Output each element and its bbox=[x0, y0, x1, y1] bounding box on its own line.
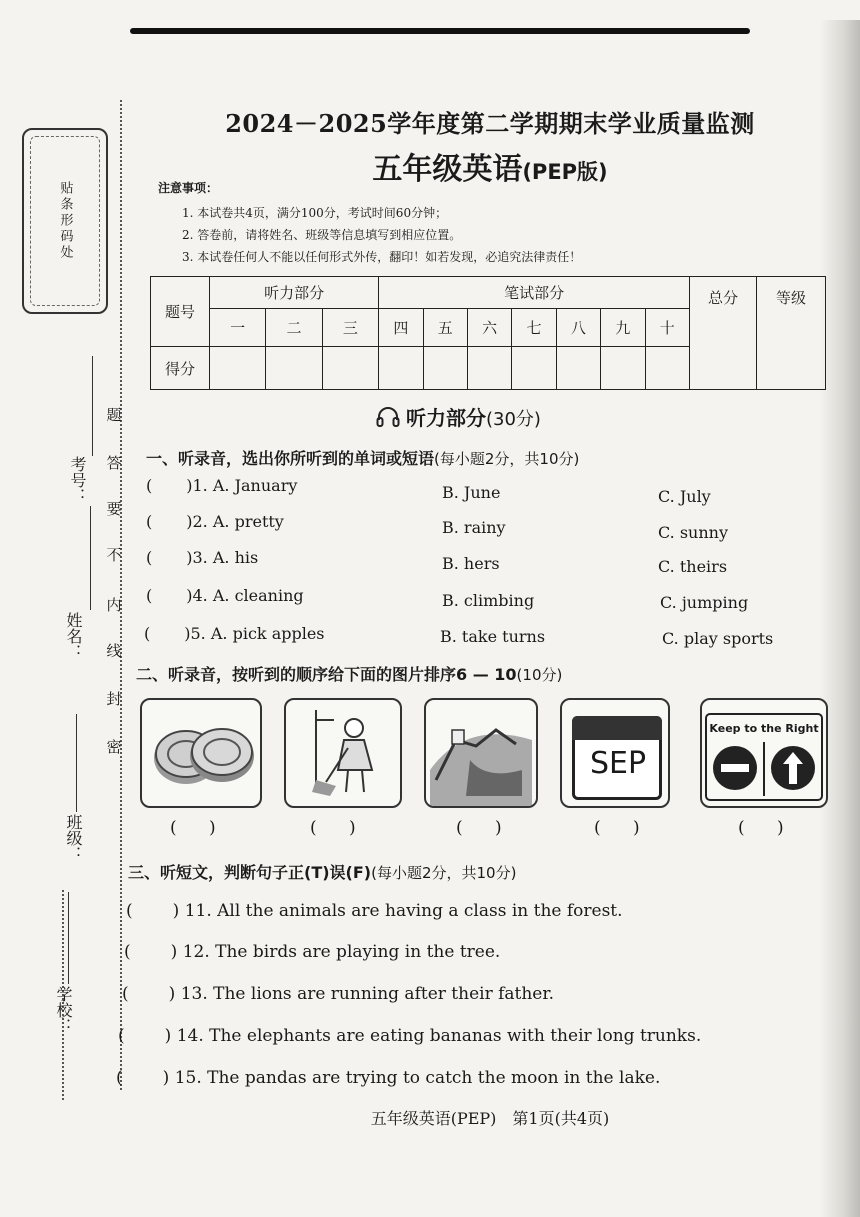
option-c: C. play sports bbox=[662, 629, 774, 648]
option-c: C. theirs bbox=[658, 557, 728, 576]
school-line[interactable] bbox=[68, 892, 69, 984]
seal-char: 题 bbox=[106, 406, 122, 424]
section1-title bbox=[146, 446, 579, 469]
name-line[interactable] bbox=[90, 506, 91, 610]
seal-char: 密 bbox=[106, 738, 122, 756]
tf-item: ( ) 12. The birds are playing in the tree. bbox=[124, 942, 501, 962]
option-c: C. July bbox=[658, 487, 711, 506]
tf-text: 15. The pandas are trying to catch the moon in the lake. bbox=[174, 1068, 661, 1088]
section2-title-text: 二、听录音，按听到的顺序给下面的图片排序6 — 10 bbox=[136, 665, 517, 684]
page-footer: 五年级英语(PEP) 第1页(共4页) bbox=[370, 1109, 610, 1128]
q-num: 2. bbox=[192, 512, 208, 531]
barcode-label: 贴条形码处 bbox=[57, 181, 73, 261]
option-c: C. sunny bbox=[658, 523, 729, 542]
section3-title bbox=[128, 860, 516, 883]
col-head: 二 bbox=[266, 309, 322, 347]
option-a: A. pretty bbox=[212, 512, 284, 531]
calendar-text: SEP bbox=[589, 746, 647, 781]
option-b: B. rainy bbox=[442, 518, 506, 537]
picture-answer-blank[interactable]: ( ) bbox=[310, 818, 356, 838]
field-school: 学校： bbox=[54, 986, 73, 1034]
col-head: 七 bbox=[512, 309, 556, 347]
section2-title bbox=[136, 662, 562, 685]
option-b: B. hers bbox=[442, 554, 500, 573]
col-head: 六 bbox=[467, 309, 511, 347]
picture-keep-right-sign bbox=[700, 698, 828, 808]
col-head: 八 bbox=[556, 309, 600, 347]
col-head: 四 bbox=[379, 309, 423, 347]
option-b: B. climbing bbox=[442, 591, 535, 610]
q4-row: ( )4. A. cleaning bbox=[146, 586, 304, 605]
listening-header bbox=[376, 402, 541, 431]
tf-text: 14. The elephants are eating bananas with their long trunks. bbox=[176, 1026, 702, 1046]
section1-title-text: 一、听录音，选出你所听到的单词或短语 bbox=[146, 449, 435, 468]
q3-row: ( )3. A. his bbox=[146, 548, 259, 567]
score-input[interactable] bbox=[512, 347, 556, 390]
score-input[interactable] bbox=[556, 347, 600, 390]
sign-text: Keep to the Right bbox=[709, 722, 819, 735]
tf-text: 11. All the animals are having a class in the forest. bbox=[184, 901, 623, 921]
q-num: 4. bbox=[192, 586, 208, 605]
top-scan-edge bbox=[130, 28, 750, 34]
q-num: 3. bbox=[192, 548, 208, 567]
seal-char: 答 bbox=[106, 454, 122, 472]
option-a: A. pick apples bbox=[210, 624, 325, 643]
col-head: 十 bbox=[645, 309, 690, 347]
q-num: 5. bbox=[190, 624, 206, 643]
page-fold-shadow bbox=[820, 20, 860, 1217]
col-head: 三 bbox=[322, 309, 378, 347]
seal-char: 内 bbox=[106, 596, 122, 614]
listening-cell: 听力部分 bbox=[210, 277, 379, 309]
field-class: 班级： bbox=[64, 814, 83, 862]
section2-sub: (10分) bbox=[516, 666, 563, 684]
option-a: A. January bbox=[212, 476, 298, 495]
seal-char: 要 bbox=[106, 500, 122, 518]
option-b: B. take turns bbox=[440, 627, 546, 646]
score-input[interactable] bbox=[322, 347, 378, 390]
score-input[interactable] bbox=[645, 347, 690, 390]
picture-mooncake bbox=[140, 698, 262, 808]
option-a: A. his bbox=[212, 548, 259, 567]
q1-row: ( )1. A. January bbox=[146, 476, 298, 495]
picture-girl-sweeping bbox=[284, 698, 402, 808]
picture-calendar bbox=[560, 698, 670, 808]
q-num: 1. bbox=[192, 476, 208, 495]
note-item: 2. 答卷前，请将姓名、班级等信息填写到相应位置。 bbox=[182, 228, 462, 242]
score-input[interactable] bbox=[210, 347, 266, 390]
note-item: 3. 本试卷任何人不能以任何形式外传，翻印！如若发现，必追究法律责任！ bbox=[182, 250, 582, 264]
picture-answer-blank[interactable]: ( ) bbox=[594, 818, 640, 838]
edition-label: (PEP版) bbox=[522, 160, 608, 184]
picture-answer-blank[interactable]: ( ) bbox=[170, 818, 216, 838]
listening-title: 听力部分 bbox=[406, 406, 486, 430]
score-input[interactable] bbox=[266, 347, 322, 390]
tf-text: 13. The lions are running after their father. bbox=[180, 984, 555, 1004]
subject-name: 五年级英语 bbox=[372, 152, 523, 187]
picture-answer-blank[interactable]: ( ) bbox=[738, 818, 784, 838]
written-cell: 笔试部分 bbox=[379, 277, 690, 309]
seal-char: 线 bbox=[106, 642, 122, 660]
option-c: C. jumping bbox=[660, 593, 749, 612]
headphones-icon bbox=[376, 406, 400, 428]
seal-char: 封 bbox=[106, 690, 122, 708]
option-a: A. cleaning bbox=[212, 586, 304, 605]
q5-row: ( )5. A. pick apples bbox=[144, 624, 325, 643]
section3-sub: (每小题2分，共10分) bbox=[371, 864, 517, 882]
score-input[interactable] bbox=[601, 347, 645, 390]
grade-cell: 等级 bbox=[757, 277, 826, 390]
col-head: 九 bbox=[601, 309, 645, 347]
score-table bbox=[150, 276, 826, 390]
field-exam-number: 考号： bbox=[68, 456, 87, 504]
tf-item: ( ) 15. The pandas are trying to catch the moon in the lake. bbox=[116, 1068, 661, 1088]
seal-char: 不 bbox=[106, 546, 122, 564]
total-cell: 总分 bbox=[690, 277, 757, 390]
section3-title-text: 三、听短文，判断句子正(T)误(F) bbox=[128, 863, 372, 882]
score-input[interactable] bbox=[423, 347, 467, 390]
tf-text: 12. The birds are playing in the tree. bbox=[182, 942, 501, 962]
exam-title: 2024－2025学年度第二学期期末学业质量监测 bbox=[225, 109, 755, 138]
note-item: 1. 本试卷共4页，满分100分，考试时间60分钟； bbox=[182, 206, 448, 220]
picture-great-wall bbox=[424, 698, 538, 808]
col-head: 一 bbox=[210, 309, 266, 347]
tf-item: ( ) 11. All the animals are having a class in the forest. bbox=[126, 901, 623, 921]
tf-item: ( ) 13. The lions are running after their father. bbox=[122, 984, 555, 1004]
class-line[interactable] bbox=[76, 714, 77, 812]
tihao-cell: 题号 bbox=[151, 277, 210, 347]
listening-points: (30分) bbox=[486, 409, 541, 430]
tf-item: ( ) 14. The elephants are eating bananas with their long trunks. bbox=[118, 1026, 702, 1046]
q2-row: ( )2. A. pretty bbox=[146, 512, 284, 531]
score-input[interactable] bbox=[467, 347, 511, 390]
option-b: B. June bbox=[442, 483, 501, 502]
section1-sub: (每小题2分，共10分) bbox=[434, 450, 580, 468]
notes-title: 注意事项： bbox=[158, 181, 219, 195]
col-head: 五 bbox=[423, 309, 467, 347]
field-name: 姓名： bbox=[64, 612, 83, 660]
score-input[interactable] bbox=[379, 347, 423, 390]
picture-answer-blank[interactable]: ( ) bbox=[456, 818, 502, 838]
exam-number-line[interactable] bbox=[92, 356, 93, 456]
subject-title bbox=[0, 144, 860, 188]
defen-cell: 得分 bbox=[151, 347, 210, 390]
